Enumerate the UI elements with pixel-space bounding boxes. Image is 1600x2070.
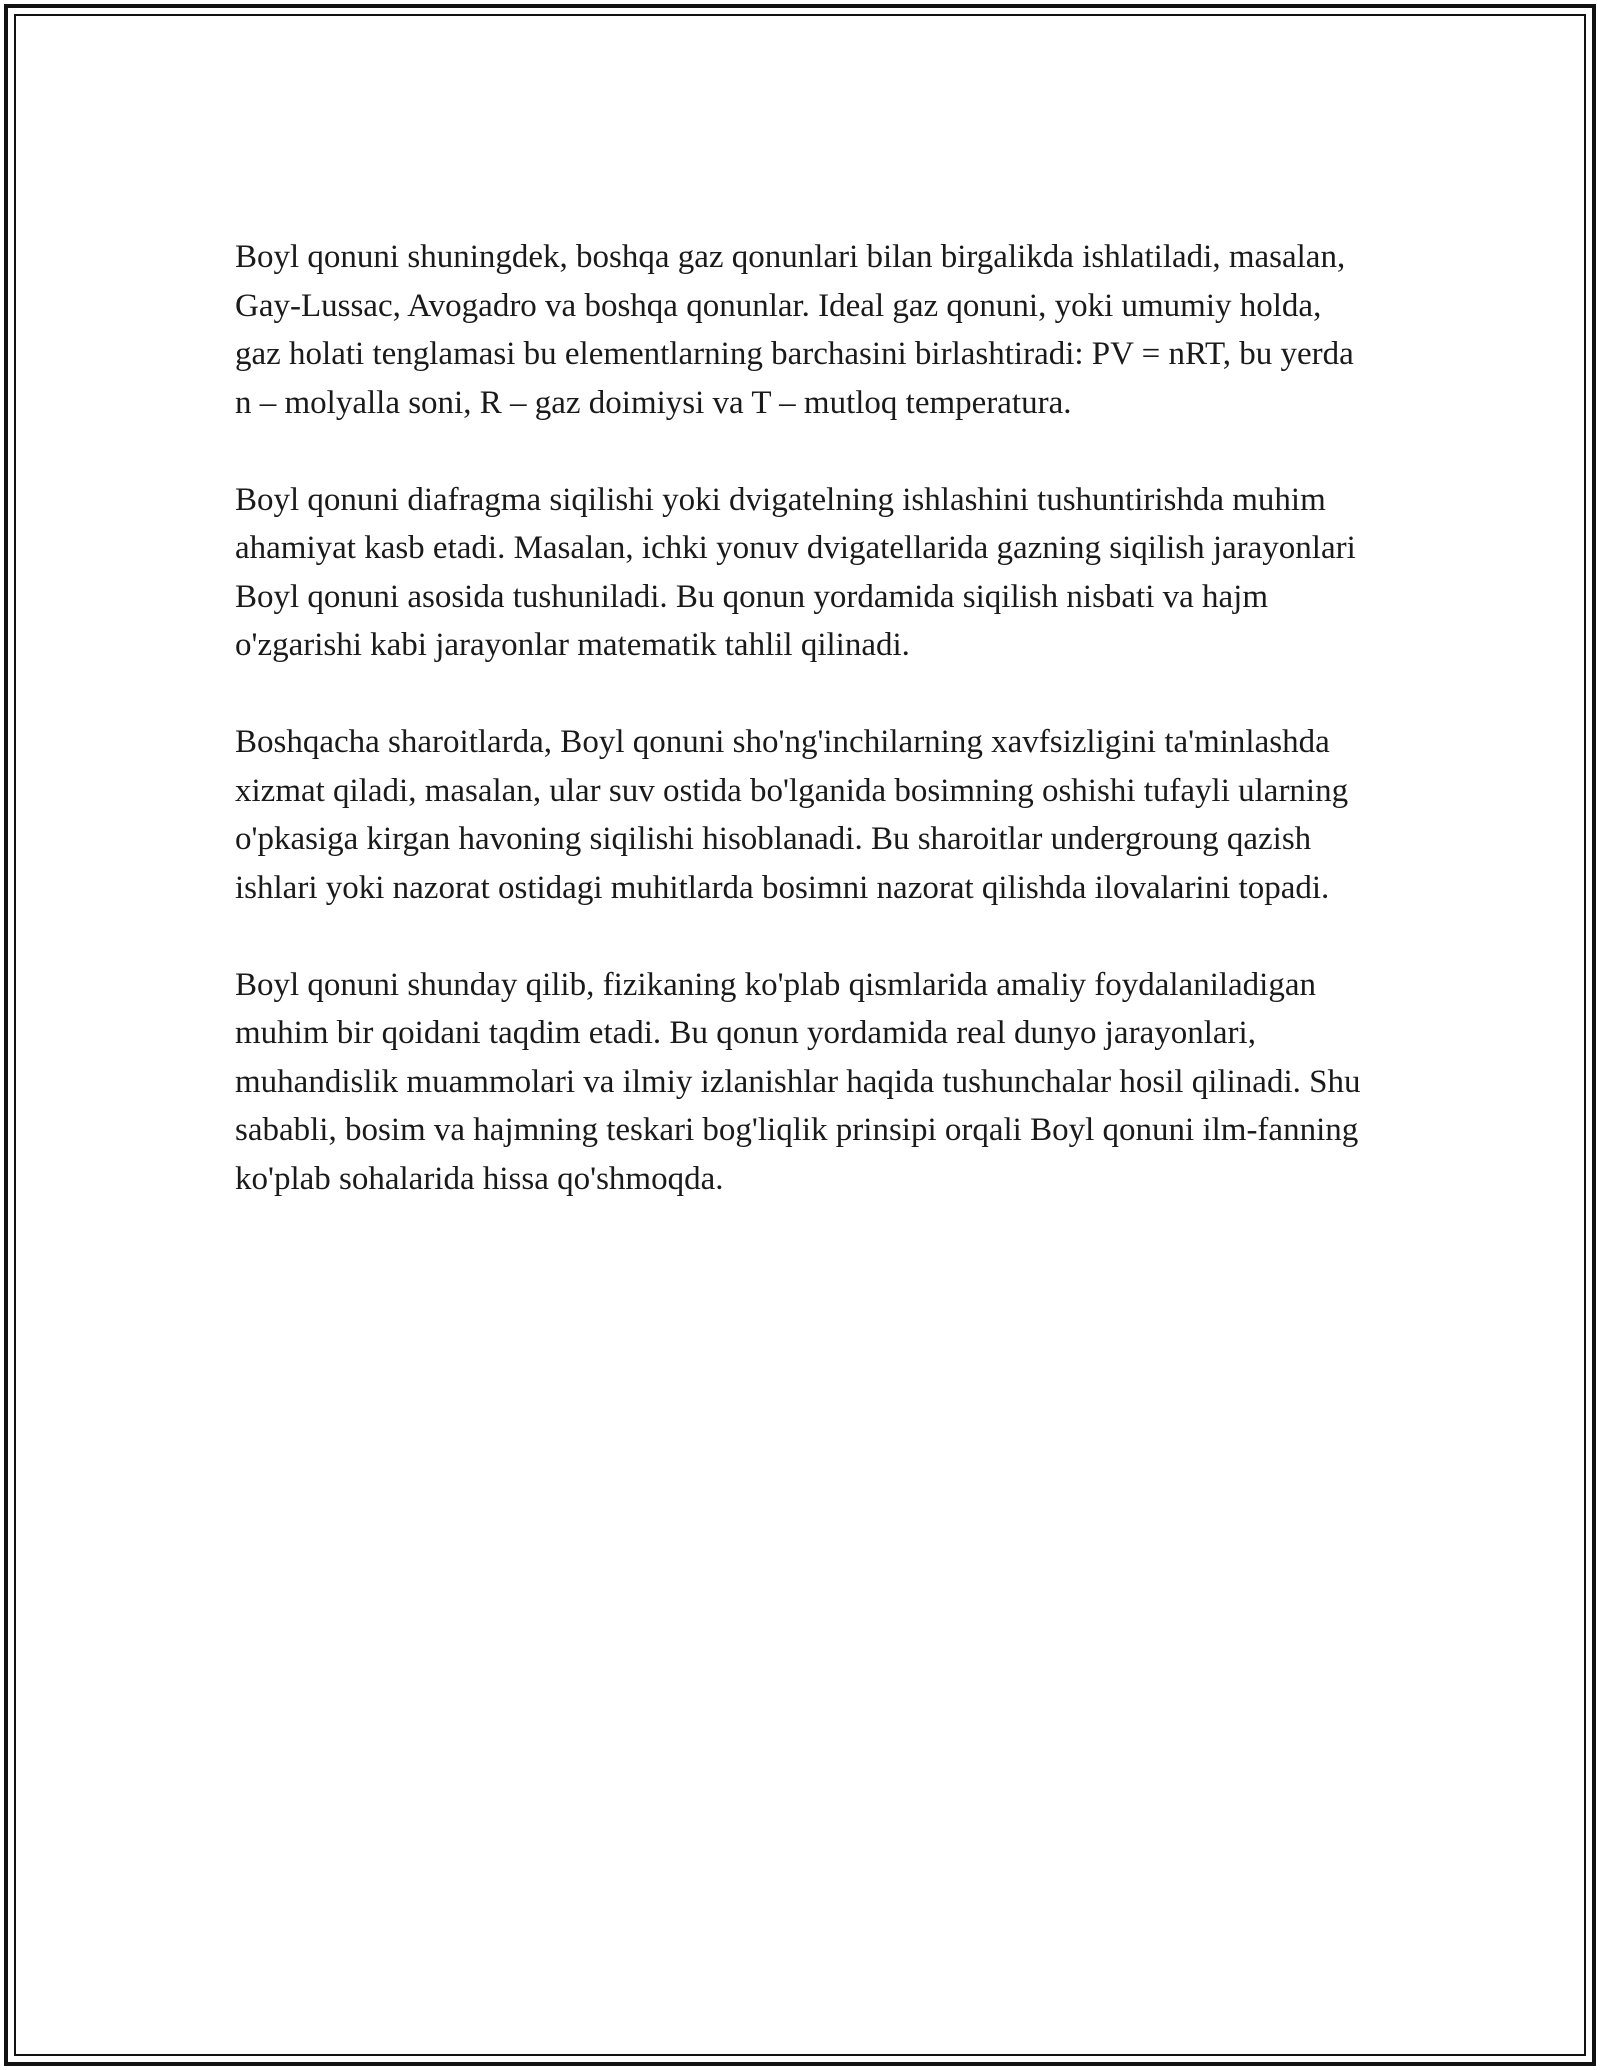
paragraph-4: Boyl qonuni shunday qilib, fizikaning ko'plab qismlarida amaliy foydalaniladigan muhim bir qoidani taqdim etadi. Bu qonun yordamida real dunyo jarayonlari, muhandislik muammolari va ilmiy izlanishlar haqida tushunchalar hosil qilinadi. Shu sababli, bosim va hajmning teskari bog'liqlik prinsipi orqali Boyl qonuni ilm-fanning ko'plab sohalarida hissa qo'shmoqda. bbox=[235, 966, 1361, 1197]
document-body bbox=[235, 233, 1375, 1252]
paragraph-1: Boyl qonuni shuningdek, boshqa gaz qonunlari bilan birgalikda ishlatiladi, masalan, Gay-Lussac, Avogadro va boshqa qonunlar. Ideal gaz qonuni, yoki umumiy holda, gaz holati tenglamasi bu elementlarning barchasini birlashtiradi: PV = nRT, bu yerda n – molyalla soni, R – gaz doimiysi va T – mutloq temperatura. bbox=[235, 239, 1354, 421]
paragraph-2: Boyl qonuni diafragma siqilishi yoki dvigatelning ishlashini tushuntirishda muhim ahamiyat kasb etadi. Masalan, ichki yonuv dvigatellarida gazning siqilish jarayonlari Boyl qonuni asosida tushuniladi. Bu qonun yordamida siqilish nisbati va hajm o'zgarishi kabi jarayonlar matematik tahlil qilinadi. bbox=[235, 481, 1356, 663]
paragraph-3: Boshqacha sharoitlarda, Boyl qonuni sho'ng'inchilarning xavfsizligini ta'minlashda xizmat qiladi, masalan, ular suv ostida bo'lganida bosimning oshishi tufayli ularning o'pkasiga kirgan havoning siqilishi hisoblanadi. Bu sharoitlar undergroung qazish ishlari yoki nazorat ostidagi muhitlarda bosimni nazorat qilishda ilovalarini topadi. bbox=[235, 724, 1349, 906]
